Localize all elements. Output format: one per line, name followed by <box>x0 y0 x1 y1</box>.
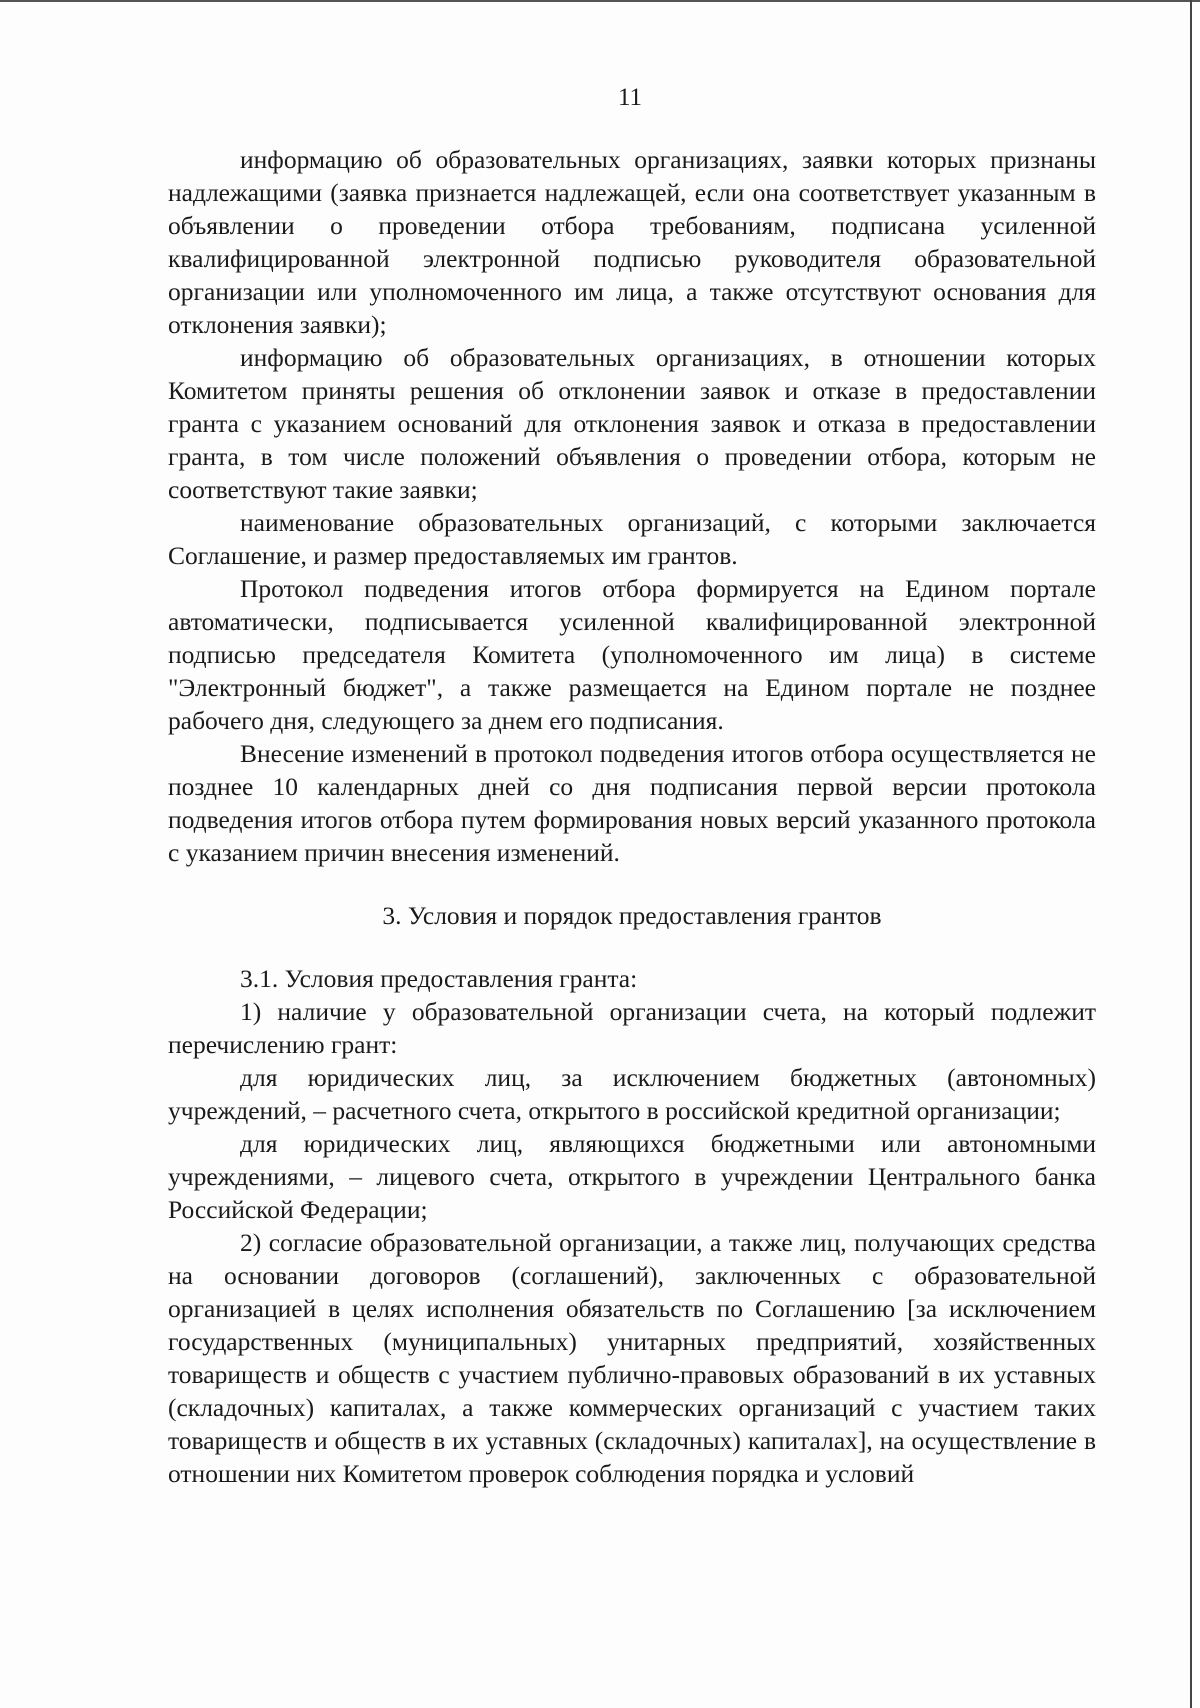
paragraph-approved-applications: информацию об образовательных организациях, заявки которых признаны надлежащими (заявка признается надлежащей, если она соответствует указанным в объявлении о проведении отбора требованиям, подписана усиленной квалифицированной электронной подписью руководителя образовательной организации или уполномоченного им лица, а также отсутствуют основания для отклонения заявки); <box>168 145 1096 339</box>
paragraph-conditions-title: 3.1. Условия предоставления гранта: <box>240 964 638 993</box>
scan-edge-top <box>0 0 1200 2</box>
paragraph-protocol-changes: Внесение изменений в протокол подведения итогов отбора осуществляется не позднее 10 календарных дней со дня подписания первой версии протокола подведения итогов отбора путем формирования новых версий указанного протокола с указанием причин внесения изменений. <box>168 739 1096 867</box>
scan-edge-right <box>1190 0 1192 1708</box>
paragraph-legal-entities-settlement: для юридических лиц, за исключением бюджетных (автономных) учреждений, – расчетного счета, открытого в российской кредитной организации; <box>168 1063 1096 1125</box>
document-body <box>168 143 1096 1490</box>
paragraph-grant-recipients: наименование образовательных организаций, с которыми заключается Соглашение, и размер предоставляемых им грантов. <box>168 508 1096 570</box>
paragraph-legal-entities-personal-account: для юридических лиц, являющихся бюджетными или автономными учреждениями, – лицевого счета, открытого в учреждении Центрального банка Российской Федерации; <box>168 1129 1096 1224</box>
section-heading: 3. Условия и порядок предоставления грантов <box>382 901 882 930</box>
paragraph-condition-account: 1) наличие у образовательной организации счета, на который подлежит перечислению грант: <box>168 997 1096 1059</box>
paragraph-condition-consent: 2) согласие образовательной организации, а также лиц, получающих средства на основании договоров (соглашений), заключенных с образовательной организацией в целях исполнения обязательств по Соглашению [за исключением государственных (муниципальных) унитарных предприятий, хозяйственных товариществ и обществ с участием публично-правовых образований в их уставных (складочных) капиталах, а также коммерческих организаций с участием таких товариществ и обществ в их уставных (складочных) капиталах], на осуществление в отношении них Комитетом проверок соблюдения порядка и условий <box>168 1228 1096 1488</box>
page-number: 11 <box>617 84 643 111</box>
paragraph-results-protocol: Протокол подведения итогов отбора формируется на Едином портале автоматически, подписывается усиленной квалифицированной электронной подписью председателя Комитета (уполномоченного им лица) в системе "Электронный бюджет", а также размещается на Едином портале не позднее рабочего дня, следующего за днем его подписания. <box>168 574 1096 735</box>
paragraph-rejected-applications: информацию об образовательных организациях, в отношении которых Комитетом приняты решения об отклонении заявок и отказе в предоставлении гранта с указанием оснований для отклонения заявок и отказа в предоставлении гранта, в том числе положений объявления о проведении отбора, которым не соответствуют такие заявки; <box>168 343 1096 504</box>
